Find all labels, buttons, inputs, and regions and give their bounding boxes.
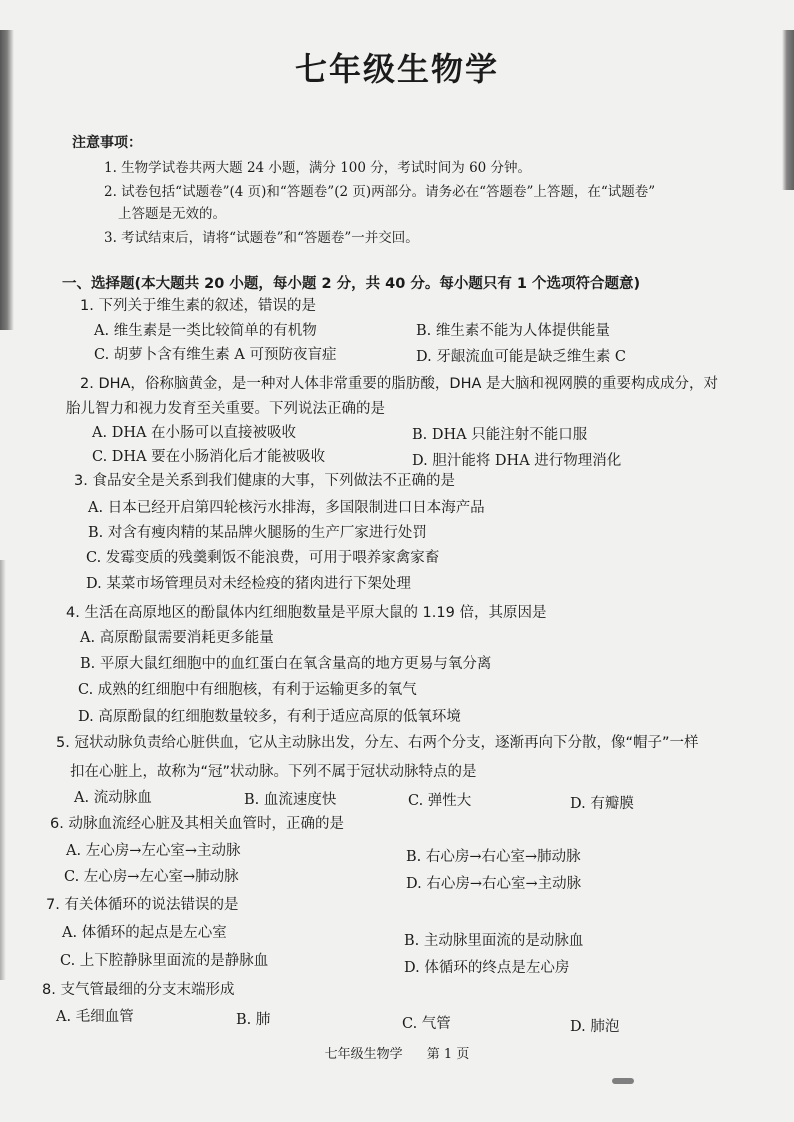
note-item: 3. 考试结束后，请将“试题卷”和“答题卷”一并交回。	[104, 230, 419, 246]
footer-page-number: 第 1 页	[426, 1047, 470, 1062]
question-6-option-c: C. 左心房→左心室→肺动脉	[64, 869, 239, 885]
question-4-option-a: A. 高原酚鼠需要消耗更多能量	[80, 630, 274, 646]
question-1-option-c: C. 胡萝卜含有维生素 A 可预防夜盲症	[94, 347, 337, 363]
question-7-option-c: C. 上下腔静脉里面流的是静脉血	[60, 953, 269, 969]
question-8-stem: 8. 支气管最细的分支末端形成	[42, 982, 235, 998]
note-item: 2. 试卷包括“试题卷”(4 页)和“答题卷”(2 页)两部分。请务必在“答题卷”上答题，在“试题卷”	[104, 184, 656, 200]
question-2-stem: 2. DHA，俗称脑黄金，是一种对人体非常重要的脂肪酸，DHA 是大脑和视网膜的重要构成成分，对	[80, 376, 719, 392]
question-2-option-d: D. 胆汁能将 DHA 进行物理消化	[412, 453, 622, 469]
scan-smudge	[612, 1078, 634, 1084]
footer-subject: 七年级生物学	[324, 1047, 403, 1062]
question-6-option-a: A. 左心房→左心室→主动脉	[66, 843, 241, 859]
question-5-option-b: B. 血流速度快	[244, 792, 337, 808]
question-4-stem: 4. 生活在高原地区的酚鼠体内红细胞数量是平原大鼠的 1.19 倍，其原因是	[66, 605, 547, 621]
notes-heading: 注意事项：	[72, 135, 142, 151]
note-item: 1. 生物学试卷共两大题 24 小题，满分 100 分，考试时间为 60 分钟。	[104, 160, 532, 176]
question-5-stem: 5. 冠状动脉负责给心脏供血，它从主动脉出发，分左、右两个分支，逐渐再向下分散，像“帽子”一样	[56, 735, 699, 751]
question-1-option-a: A. 维生素是一类比较简单的有机物	[94, 323, 317, 339]
question-6-option-b: B. 右心房→右心室→肺动脉	[406, 849, 581, 865]
scan-edge-shadow-left-lower	[0, 560, 6, 980]
question-5-option-c: C. 弹性大	[408, 793, 472, 809]
question-8-option-a: A. 毛细血管	[56, 1009, 134, 1025]
question-6-stem: 6. 动脉血流经心脏及其相关血管时，正确的是	[50, 816, 344, 832]
question-8-option-d: D. 肺泡	[570, 1019, 620, 1035]
question-2-option-c: C. DHA 要在小肠消化后才能被吸收	[92, 449, 326, 465]
exam-title: 七年级生物学	[294, 50, 499, 88]
question-3-stem: 3. 食品安全是关系到我们健康的大事，下列做法不正确的是	[74, 473, 455, 489]
question-2-option-b: B. DHA 只能注射不能口服	[412, 427, 588, 443]
question-7-option-b: B. 主动脉里面流的是动脉血	[404, 933, 584, 949]
question-2-option-a: A. DHA 在小肠可以直接被吸收	[92, 425, 297, 441]
note-item: 上答题是无效的。	[118, 206, 226, 222]
question-7-stem: 7. 有关体循环的说法错误的是	[46, 897, 239, 913]
question-5-stem: 扣在心脏上，故称为“冠”状动脉。下列不属于冠状动脉特点的是	[70, 764, 477, 780]
question-7-option-a: A. 体循环的起点是左心室	[62, 925, 227, 941]
question-3-option-c: C. 发霉变质的残羹剩饭不能浪费，可用于喂养家禽家畜	[86, 550, 440, 566]
page-footer	[0, 1043, 794, 1062]
question-4-option-b: B. 平原大鼠红细胞中的血红蛋白在氧含量高的地方更易与氧分离	[80, 656, 492, 672]
question-1-option-d: D. 牙龈流血可能是缺乏维生素 C	[416, 349, 627, 365]
question-5-option-d: D. 有瓣膜	[570, 796, 634, 812]
question-8-option-b: B. 肺	[236, 1012, 271, 1028]
question-6-option-d: D. 右心房→右心室→主动脉	[406, 876, 582, 892]
question-3-option-d: D. 某菜市场管理员对未经检疫的猪肉进行下架处理	[86, 576, 411, 592]
question-7-option-d: D. 体循环的终点是左心房	[404, 960, 570, 976]
question-2-stem: 胎儿智力和视力发育至关重要。下列说法正确的是	[66, 401, 385, 417]
question-5-option-a: A. 流动脉血	[74, 790, 152, 806]
question-4-option-c: C. 成熟的红细胞中有细胞核，有利于运输更多的氧气	[78, 682, 417, 698]
question-1-option-b: B. 维生素不能为人体提供能量	[416, 323, 610, 339]
question-3-option-b: B. 对含有瘦肉精的某品牌火腿肠的生产厂家进行处罚	[88, 525, 427, 541]
question-1-stem: 1. 下列关于维生素的叙述，错误的是	[80, 298, 316, 314]
section-heading: 一、选择题(本大题共 20 小题，每小题 2 分，共 40 分。每小题只有 1 个选项符合题意)	[62, 276, 641, 292]
question-4-option-d: D. 高原酚鼠的红细胞数量较多，有利于适应高原的低氧环境	[78, 709, 461, 725]
question-3-option-a: A. 日本已经开启第四轮核污水排海，多国限制进口日本海产品	[88, 500, 485, 516]
question-8-option-c: C. 气管	[402, 1016, 451, 1032]
